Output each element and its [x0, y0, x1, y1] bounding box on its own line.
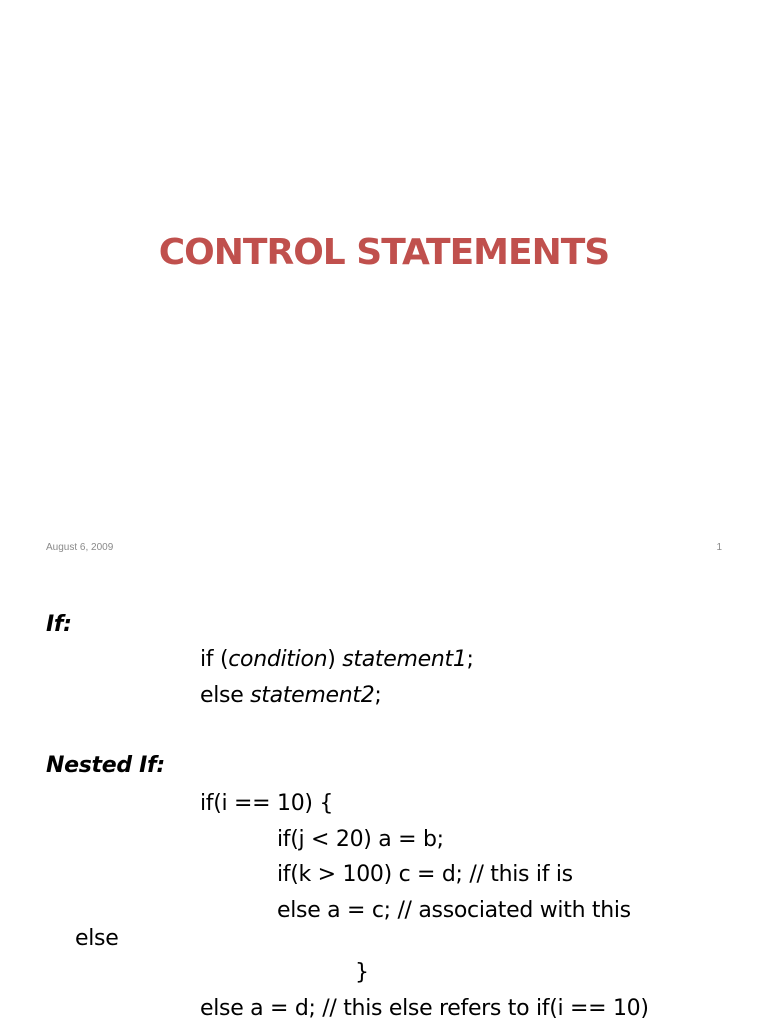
if-keyword: if ( [200, 647, 229, 672]
code-line: else a = d; // this else refers to if(i == 10) [200, 996, 649, 1021]
closing-brace: } [355, 960, 369, 985]
code-line: if(j < 20) a = b; [277, 827, 444, 852]
line2-semicolon: ; [374, 683, 382, 708]
else-keyword: else [200, 683, 251, 708]
line1-semicolon: ; [466, 647, 474, 672]
footer-date: August 6, 2009 [46, 542, 114, 553]
code-line: else a = c; // associated with this [277, 898, 631, 923]
page-number: 1 [716, 542, 722, 553]
statement1-term: statement1 [342, 647, 467, 672]
if-syntax-line-2 [200, 683, 382, 709]
nested-if-heading: Nested If: [46, 753, 165, 778]
content-slide [0, 575, 768, 1024]
statement2-term: statement2 [250, 683, 375, 708]
if-syntax-line-1 [200, 647, 474, 673]
if-heading: If: [46, 612, 72, 637]
code-line-wrap: else [75, 926, 119, 951]
code-line: if(i == 10) { [200, 791, 334, 816]
slide-title: CONTROL STATEMENTS [158, 232, 610, 273]
condition-term: condition [228, 647, 328, 672]
code-line: if(k > 100) c = d; // this if is [277, 862, 573, 887]
condition-close: ) [327, 647, 336, 672]
